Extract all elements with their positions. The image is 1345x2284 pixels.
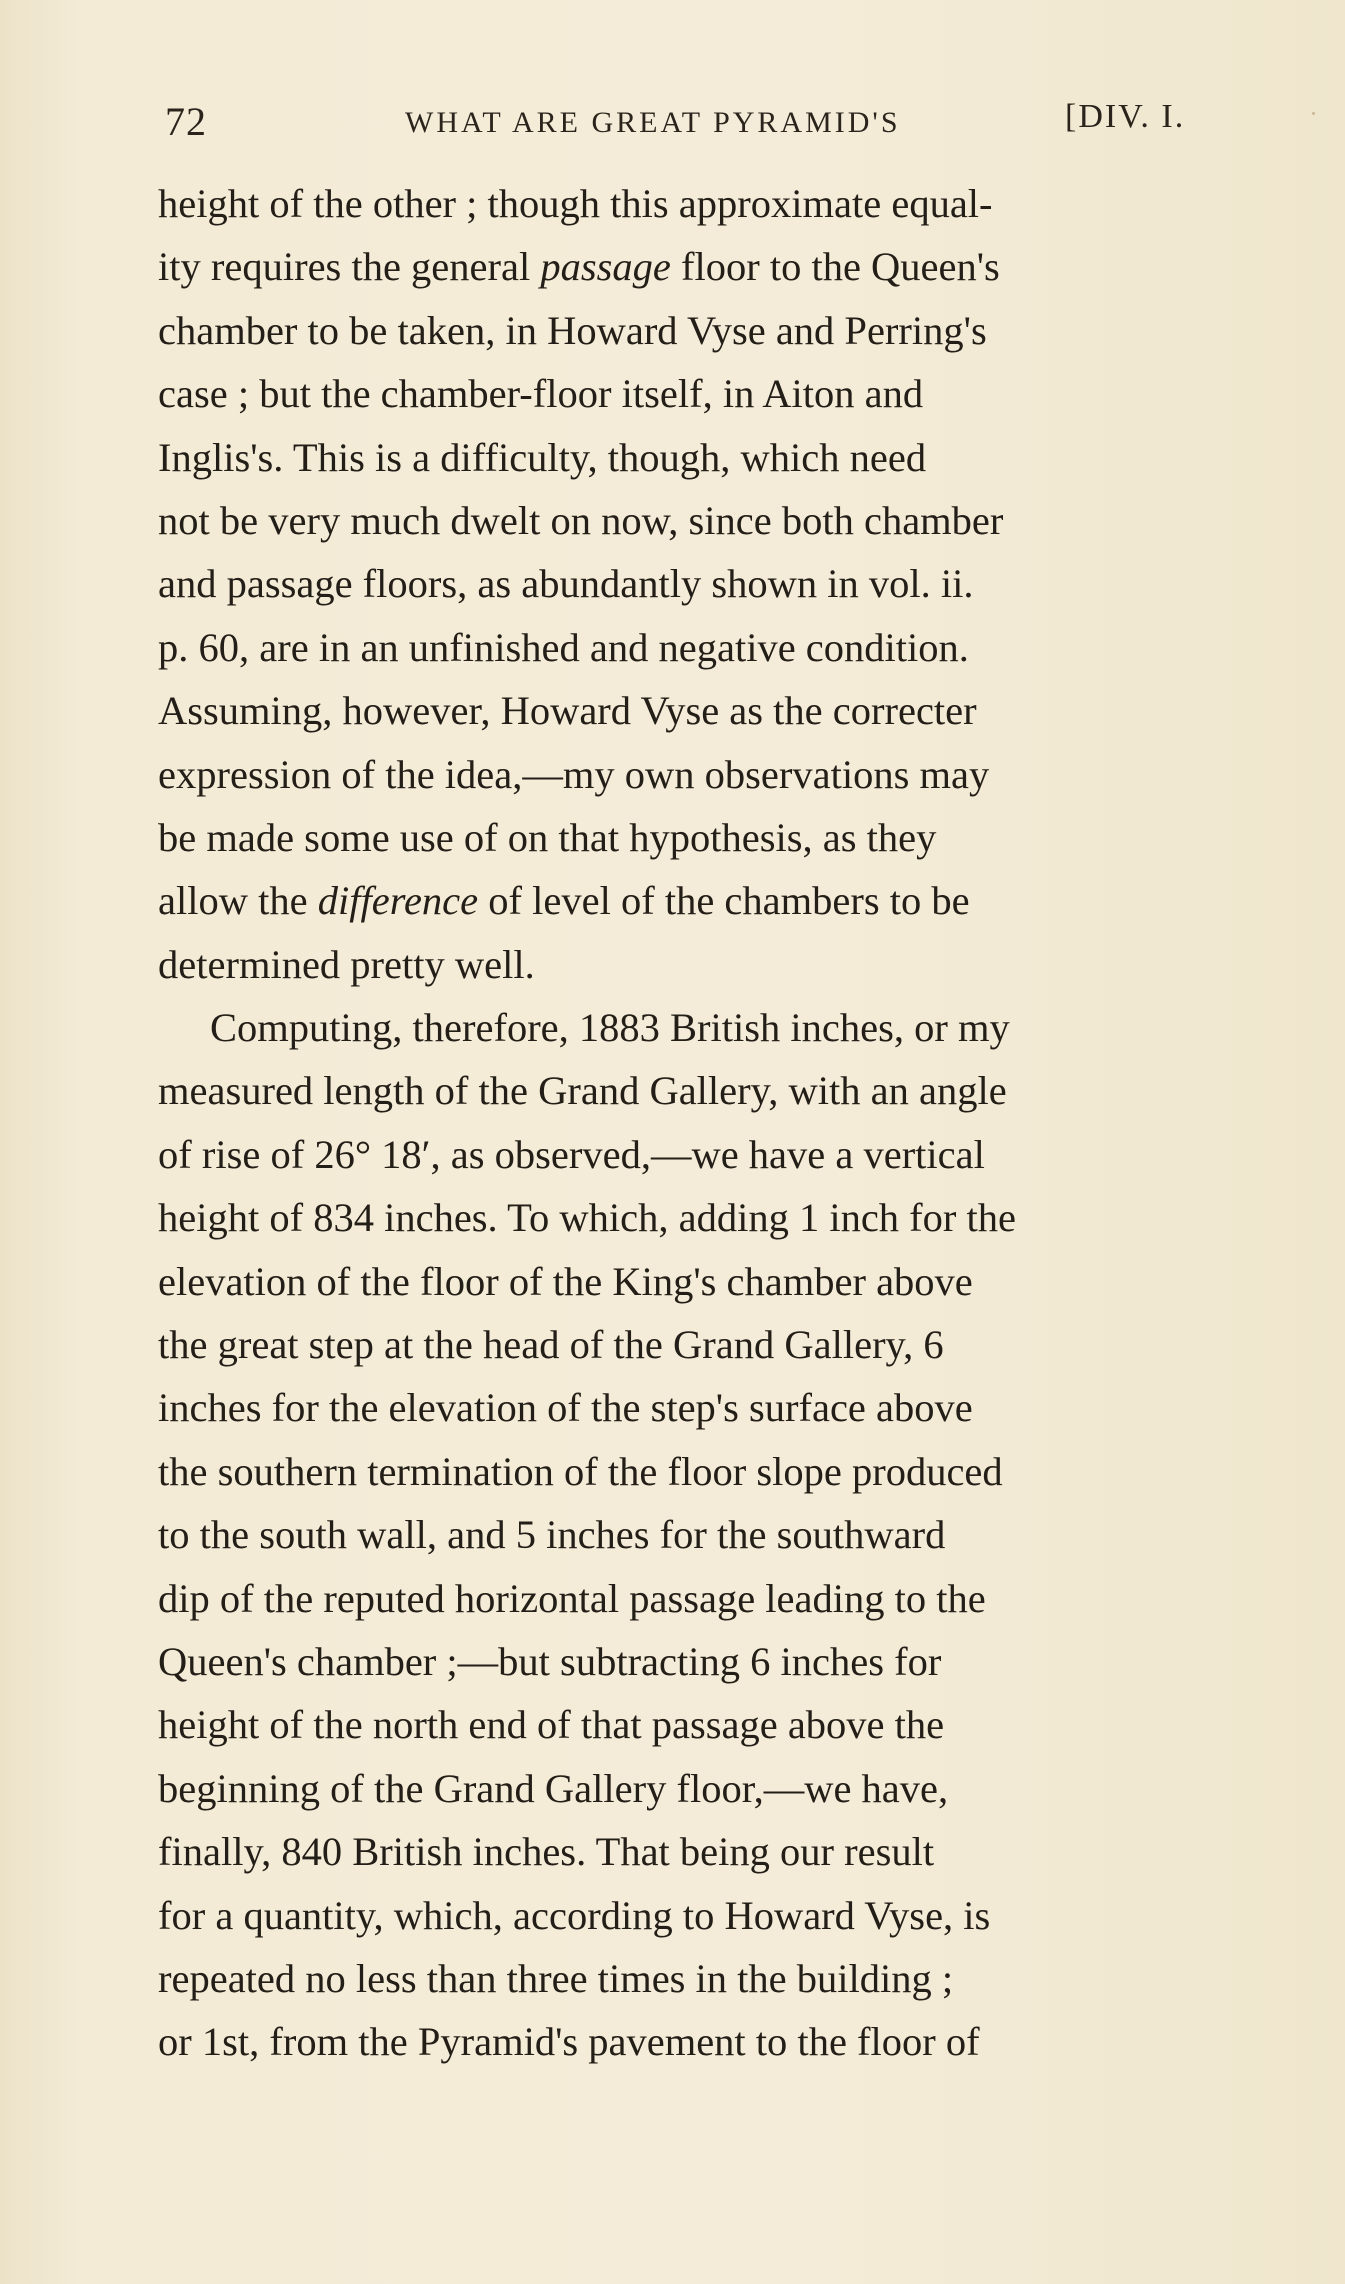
text-line: case ; but the chamber-floor itself, in Aiton and	[158, 371, 924, 417]
text-line: p. 60, are in an unfinished and negative condition.	[158, 624, 969, 670]
text-line: the southern termination of the floor slope produced	[158, 1448, 1003, 1494]
text-line: determined pretty well.	[158, 941, 535, 987]
running-header	[165, 92, 1215, 152]
text-line: Queen's chamber ;—but subtracting 6 inches for	[158, 1638, 942, 1684]
text-line: finally, 840 British inches. That being our result	[158, 1829, 935, 1875]
text-line: allow the difference of level of the chambers to be	[158, 878, 970, 924]
text-line: Computing, therefore, 1883 British inches, or my	[210, 1005, 1010, 1051]
paper-speck	[1312, 112, 1315, 115]
paragraph	[158, 996, 1203, 2074]
text-line: Inglis's. This is a difficulty, though, which need	[158, 434, 927, 480]
text-line: or 1st, from the Pyramid's pavement to the floor of	[158, 2019, 980, 2065]
text-line: expression of the idea,—my own observations may	[158, 751, 990, 797]
text-line: and passage floors, as abundantly shown in vol. ii.	[158, 561, 974, 607]
running-title: WHAT ARE GREAT PYRAMID'S	[405, 106, 901, 139]
text-line: beginning of the Grand Gallery floor,—we have,	[158, 1765, 949, 1811]
text-line: be made some use of on that hypothesis, as they	[158, 814, 937, 860]
text-line: to the south wall, and 5 inches for the southward	[158, 1512, 946, 1558]
text-line: the great step at the head of the Grand Gallery, 6	[158, 1322, 944, 1368]
text-line: height of the other ; though this approximate equal-	[158, 181, 993, 226]
text-line: elevation of the floor of the King's chamber above	[158, 1258, 973, 1304]
text-line: Assuming, however, Howard Vyse as the correcter	[158, 688, 977, 734]
emphasis: difference	[317, 878, 479, 924]
page-number: 72	[165, 99, 207, 144]
text-line: for a quantity, which, according to Howard Vyse, is	[158, 1892, 991, 1938]
text-line: height of 834 inches. To which, adding 1 inch for the	[158, 1195, 1016, 1241]
text-line: ity requires the general passage floor to the Queen's	[158, 244, 1000, 290]
text-line: not be very much dwelt on now, since both chamber	[158, 497, 1004, 543]
body-text	[158, 172, 1203, 2074]
text-line: measured length of the Grand Gallery, with an angle	[158, 1068, 1007, 1114]
text-line: chamber to be taken, in Howard Vyse and Perring's	[158, 307, 987, 353]
text-line: dip of the reputed horizontal passage leading to the	[158, 1575, 986, 1621]
text-line: of rise of 26° 18′, as observed,—we have a vertical	[158, 1131, 985, 1177]
text-line: height of the north end of that passage above the	[158, 1702, 945, 1748]
paragraph	[158, 172, 1203, 996]
text-line: inches for the elevation of the step's surface above	[158, 1385, 973, 1431]
emphasis: passage	[540, 244, 671, 290]
running-section: [DIV. I.	[1065, 98, 1186, 135]
text-line: repeated no less than three times in the building ;	[158, 1955, 954, 2001]
